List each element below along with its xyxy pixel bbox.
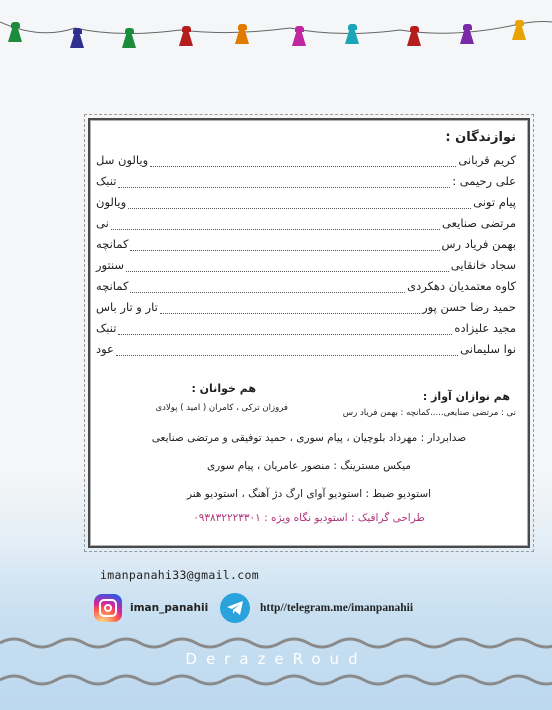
tassel — [345, 24, 359, 44]
musician-instrument: تار و تار باس — [96, 300, 158, 314]
tassel — [407, 26, 421, 46]
studio-credit: استودیو ضبط : استودیو آوای ارگ دژ آهنگ ، استودیو هنر — [186, 488, 432, 500]
wave-decoration — [0, 635, 552, 710]
musician-instrument: کمانچه — [96, 279, 129, 293]
musician-row — [96, 150, 516, 170]
tassel — [122, 28, 136, 48]
tassel — [8, 22, 22, 42]
leader-dots — [150, 154, 456, 167]
musician-name: مجید علیزاده — [454, 321, 516, 335]
leader-dots — [118, 322, 452, 335]
musician-name: بهمن فریاد رس — [441, 237, 516, 251]
leader-dots — [160, 301, 420, 314]
musician-name: مرتضی صنایعی — [442, 216, 516, 230]
musician-row — [96, 192, 516, 212]
telegram-link[interactable] — [220, 590, 413, 626]
co-vocal-text: نی : مرتضی صنایعی.....کمانچه : بهمن فریاد رس — [342, 408, 516, 418]
musician-instrument: تنبک — [96, 321, 117, 335]
musician-instrument: ویالون — [96, 195, 127, 209]
instagram-handle: iman_panahii — [130, 602, 209, 614]
musician-instrument: سنتور — [96, 258, 125, 272]
musician-name: سجاد خانقایی — [450, 258, 516, 272]
leader-dots — [126, 259, 449, 272]
musician-name: کریم قربانی — [458, 153, 516, 167]
musician-row — [96, 255, 516, 275]
leader-dots — [116, 343, 458, 356]
musician-name: کاوه معتمدیان دهکردی — [407, 279, 516, 293]
musician-instrument: نی — [96, 216, 109, 230]
tassel — [235, 24, 249, 44]
musician-instrument: ویالون سل — [96, 153, 149, 167]
credits-card — [88, 118, 530, 548]
leader-dots — [130, 280, 405, 293]
leader-dots — [118, 175, 450, 188]
musician-instrument: عود — [96, 342, 114, 356]
musician-row — [96, 171, 516, 191]
tassel — [460, 24, 474, 44]
musician-name: پیام تونی — [473, 195, 516, 209]
musician-name: نوا سلیمانی — [460, 342, 516, 356]
co-vocal-title: هم نوازان آواز : — [422, 390, 510, 403]
tassel — [70, 28, 84, 48]
tassel — [292, 26, 306, 46]
co-singers-title: هم خوانان : — [191, 382, 256, 395]
sound-recording-credit: صدابردار : مهرداد بلوچیان ، پیام سوری ، حمید توفیقی و مرتضی صنایعی — [151, 432, 467, 444]
musicians-title: نوازندگان : — [445, 130, 516, 145]
musician-instrument: کمانچه — [96, 237, 129, 251]
musician-instrument: تنبک — [96, 174, 117, 188]
musician-row — [96, 213, 516, 233]
email-link[interactable]: imanpanahi33@gmail.com — [100, 568, 259, 582]
brand-wordmark: DerazeRoud — [185, 650, 367, 668]
leader-dots — [128, 196, 471, 209]
instagram-icon — [94, 594, 122, 622]
tassel — [179, 26, 193, 46]
telegram-icon — [220, 593, 250, 623]
musician-row — [96, 339, 516, 359]
musician-row — [96, 276, 516, 296]
telegram-url: http//telegram.me/imanpanahii — [260, 602, 414, 614]
musician-name: حمید رضا حسن پور — [422, 300, 516, 314]
tassel — [512, 20, 526, 40]
musician-row — [96, 318, 516, 338]
musician-row — [96, 234, 516, 254]
instagram-link[interactable] — [94, 590, 208, 626]
musician-row — [96, 297, 516, 317]
leader-dots — [130, 238, 439, 251]
mix-mastering-credit: میکس مسترینگ : منصور عامریان ، پیام سوری — [206, 460, 412, 472]
musician-name: علی رحیمی : — [452, 174, 516, 188]
graphic-design-credit: طراحی گرافیک : استودیو نگاه ویژه : ۰۹۳۸۳۲۲۲۳۳۰۱ — [193, 512, 425, 524]
co-singers-text: فروزان ترکی ، کامران ( امید ) پولادی — [155, 403, 288, 413]
leader-dots — [111, 217, 440, 230]
